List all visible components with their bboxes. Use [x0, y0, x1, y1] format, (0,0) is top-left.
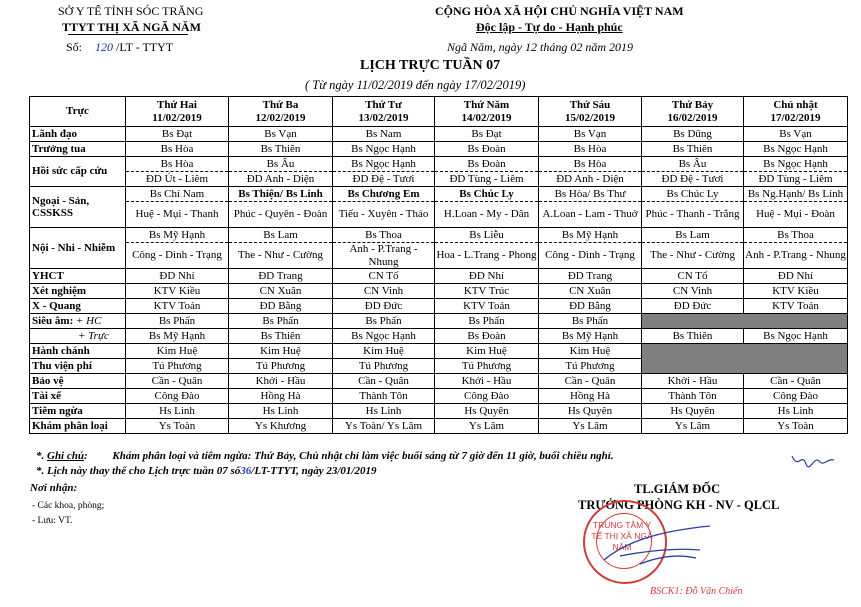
table-row [30, 329, 848, 344]
table-cell: CN Tố [642, 269, 744, 284]
table-cell: A.Loan - Lam - Thuở [539, 202, 642, 228]
note-2: *. Lịch này thay thế cho Lịch trực tuần 07 số36/LT-TTYT, ngày 23/01/2019 [36, 465, 377, 477]
table-cell: Bs Đoàn [435, 329, 539, 344]
table-cell: CN Xuân [539, 284, 642, 299]
table-cell: Công Đào [435, 389, 539, 404]
day-header: Thứ Tư 13/02/2019 [333, 97, 435, 127]
table-cell: ĐD Trang [229, 269, 333, 284]
table-cell: Bs Thiên [642, 142, 744, 157]
table-row [30, 187, 848, 202]
table-cell: KTV Toản [744, 299, 848, 314]
corner-cell: Trực [30, 97, 126, 127]
shaded-cell [642, 314, 848, 329]
signature-department: TRƯỞNG PHÒNG KH - NV - QLCL [578, 498, 780, 512]
table-cell: CN Vinh [642, 284, 744, 299]
table-cell: Bs Thiên [229, 329, 333, 344]
row-label: Nội - Nhi - Nhiễm [30, 228, 126, 269]
table-cell: Hs Quyên [642, 404, 744, 419]
table-row [30, 202, 848, 228]
table-row [30, 374, 848, 389]
table-cell: The - Như - Cường [229, 243, 333, 269]
org-line1: SỞ Y TẾ TỈNH SÓC TRĂNG [58, 4, 204, 18]
table-cell: Cần - Quân [744, 374, 848, 389]
table-cell: CN Vinh [333, 284, 435, 299]
place-date: Ngã Năm, ngày 12 tháng 02 năm 2019 [447, 40, 633, 54]
row-label: Tài xế [30, 389, 126, 404]
table-cell: ĐD Út - Liêm [126, 172, 229, 187]
table-cell: Bs Liễu [435, 228, 539, 243]
table-cell: Bs Thiện/ Bs Linh [229, 187, 333, 202]
table-row [30, 344, 848, 359]
table-cell: Bs Hòa [539, 157, 642, 172]
table-cell: Bs Phấn [126, 314, 229, 329]
table-row [30, 284, 848, 299]
table-cell: Tú Phương [229, 359, 333, 374]
shaded-cell [642, 344, 848, 374]
table-row [30, 172, 848, 187]
table-cell: ĐD Nhí [744, 269, 848, 284]
table-cell: Bs Ng.Hạnh/ Bs Linh [744, 187, 848, 202]
table-cell: Bs Phấn [435, 314, 539, 329]
table-row [30, 404, 848, 419]
table-cell: Kim Huệ [126, 344, 229, 359]
table-row [30, 419, 848, 434]
table-cell: ĐD Anh - Diện [229, 172, 333, 187]
table-cell: Tú Phương [435, 359, 539, 374]
table-cell: CN Tố [333, 269, 435, 284]
table-cell: Hs Quyên [539, 404, 642, 419]
duty-schedule-table [29, 96, 848, 434]
table-cell: Bs Hòa [126, 157, 229, 172]
table-cell: Bs Ngọc Hạnh [333, 142, 435, 157]
table-cell: Bs Mỹ Hạnh [126, 228, 229, 243]
table-cell: Bs Phấn [229, 314, 333, 329]
table-cell: KTV Kiều [126, 284, 229, 299]
table-cell: Bs Hòa [539, 142, 642, 157]
row-label: + Trực [30, 329, 126, 344]
table-cell: Huệ - Mụi - Đoàn [744, 202, 848, 228]
table-cell: Bs Mỹ Hạnh [539, 329, 642, 344]
table-cell: Hs Linh [126, 404, 229, 419]
table-cell: Phúc - Quyên - Đoàn [229, 202, 333, 228]
table-cell: ĐD Tùng - Liêm [744, 172, 848, 187]
recipient-1: - Các khoa, phòng; [32, 501, 105, 511]
schedule-subtitle: ( Từ ngày 11/02/2019 đến ngày 17/02/2019) [305, 78, 526, 92]
table-cell: H.Loan - My - Dân [435, 202, 539, 228]
initial-signature-icon [790, 450, 836, 472]
table-cell: Anh - P.Trang - Nhung [744, 243, 848, 269]
row-label: Hành chánh [30, 344, 126, 359]
table-cell: Bs Chương Em [333, 187, 435, 202]
table-row [30, 389, 848, 404]
table-cell: Khởi - Hầu [642, 374, 744, 389]
table-cell: Bs Đạt [435, 127, 539, 142]
table-cell: The - Như - Cường [642, 243, 744, 269]
table-cell: Cần - Quân [333, 374, 435, 389]
table-cell: Khởi - Hầu [435, 374, 539, 389]
table-cell: Bs Thiên [229, 142, 333, 157]
header-row [30, 97, 848, 127]
table-cell: Bs Ngọc Hạnh [744, 142, 848, 157]
table-row [30, 314, 848, 329]
table-cell: ĐD Tùng - Liêm [435, 172, 539, 187]
day-header: Thứ Hai 11/02/2019 [126, 97, 229, 127]
table-cell: ĐD Nhí [126, 269, 229, 284]
table-cell: Bs Nam [333, 127, 435, 142]
table-cell: Tú Phương [333, 359, 435, 374]
table-cell: ĐD Đệ - Tươi [642, 172, 744, 187]
table-cell: Bs Mỹ Hạnh [539, 228, 642, 243]
schedule-title: LỊCH TRỰC TUẦN 07 [360, 58, 501, 73]
table-cell: Ys Toàn [744, 419, 848, 434]
table-cell: Ys Khương [229, 419, 333, 434]
table-row [30, 142, 848, 157]
table-cell: Bs Âu [642, 157, 744, 172]
table-cell: Bs Lam [229, 228, 333, 243]
table-cell: Ys Lâm [435, 419, 539, 434]
day-header: Thứ Bảy 16/02/2019 [642, 97, 744, 127]
table-cell: Ys Lâm [642, 419, 744, 434]
table-cell: CN Xuân [229, 284, 333, 299]
table-cell: Hồng Hà [229, 389, 333, 404]
table-cell: Anh - P.Trang - Nhung [333, 243, 435, 269]
org-underline [68, 34, 188, 35]
table-cell: Bs Hòa/ Bs Thư [539, 187, 642, 202]
table-cell: Hồng Hà [539, 389, 642, 404]
table-cell: Thành Tôn [642, 389, 744, 404]
table-cell: Bs Đạt [126, 127, 229, 142]
table-row [30, 228, 848, 243]
recipients-label: Nơi nhận: [30, 482, 78, 494]
table-cell: Công - Dình - Trạng [126, 243, 229, 269]
day-header: Thứ Năm 14/02/2019 [435, 97, 539, 127]
table-cell: KTV Toản [435, 299, 539, 314]
row-label: Bảo vệ [30, 374, 126, 389]
table-cell: Bs Chí Nam [126, 187, 229, 202]
table-cell: ĐD Đức [642, 299, 744, 314]
row-label: Ngoại - Sản, CSSKSS [30, 187, 126, 228]
table-cell: Công Đào [126, 389, 229, 404]
table-cell: Kim Huệ [229, 344, 333, 359]
handwritten-number: 120 [95, 40, 114, 54]
row-label: Xét nghiệm [30, 284, 126, 299]
table-cell: Bs Lam [642, 228, 744, 243]
table-row [30, 157, 848, 172]
table-cell: Cần - Quân [539, 374, 642, 389]
table-cell: Bs Thiên [642, 329, 744, 344]
table-cell: Bs Ngọc Hạnh [333, 329, 435, 344]
table-cell: Ys Lâm [539, 419, 642, 434]
table-cell: Ys Toàn/ Ys Lâm [333, 419, 435, 434]
row-label: X - Quang [30, 299, 126, 314]
table-cell: Bs Vạn [229, 127, 333, 142]
table-cell: Hs Linh [229, 404, 333, 419]
table-cell: Bs Chúc Ly [642, 187, 744, 202]
table-cell: Kim Huệ [539, 344, 642, 359]
table-cell: Bs Ngọc Hạnh [744, 157, 848, 172]
table-cell: Bs Dũng [642, 127, 744, 142]
table-cell: ĐD Bằng [539, 299, 642, 314]
org-line2: TTYT THỊ XÃ NGÃ NĂM [62, 20, 201, 34]
document-number: Số: 120 /LT - TTYT [66, 40, 174, 54]
table-cell: Công Đào [744, 389, 848, 404]
table-cell: KTV Trúc [435, 284, 539, 299]
table-cell: Huệ - Mụi - Thanh [126, 202, 229, 228]
table-cell: ĐD Đức [333, 299, 435, 314]
table-cell: ĐD Bằng [229, 299, 333, 314]
table-row [30, 299, 848, 314]
table-cell: Ys Toàn [126, 419, 229, 434]
table-cell: ĐD Anh - Diện [539, 172, 642, 187]
country-name: CỘNG HÒA XÃ HỘI CHỦ NGHĨA VIỆT NAM [435, 4, 684, 18]
row-label: Hồi sức cấp cứu [30, 157, 126, 187]
row-label: Thu viện phí [30, 359, 126, 374]
table-cell: Tú Phương [126, 359, 229, 374]
table-cell: KTV Kiều [744, 284, 848, 299]
table-cell: Bs Đoàn [435, 142, 539, 157]
table-cell: Khởi - Hầu [229, 374, 333, 389]
row-label: Khám phân loại [30, 419, 126, 434]
table-cell: Bs Phấn [333, 314, 435, 329]
table-cell: Bs Vạn [539, 127, 642, 142]
table-cell: ĐD Đệ - Tươi [333, 172, 435, 187]
seal-text: TRUNG TÂM Y TẾ THỊ XÃ NGÃ NĂM [591, 520, 653, 552]
table-cell: Bs Phấn [539, 314, 642, 329]
table-cell: Bs Ngọc Hạnh [333, 157, 435, 172]
table-cell: Công - Dình - Trạng [539, 243, 642, 269]
table-cell: Cần - Quân [126, 374, 229, 389]
table-cell: Hs Linh [744, 404, 848, 419]
row-label: Tiêm ngừa [30, 404, 126, 419]
row-label: Trưởng tua [30, 142, 126, 157]
table-cell: Bs Mỹ Hạnh [126, 329, 229, 344]
day-header: Chủ nhật 17/02/2019 [744, 97, 848, 127]
table-cell: Phúc - Thanh - Trắng [642, 202, 744, 228]
table-cell: Hoa - L.Trang - Phong [435, 243, 539, 269]
table-cell: Hs Linh [333, 404, 435, 419]
table-cell: Bs Thoa [333, 228, 435, 243]
signer-name: BSCK1: Đỗ Văn Chiến [650, 586, 743, 597]
table-cell: Hs Quyên [435, 404, 539, 419]
table-row [30, 269, 848, 284]
day-header: Thứ Sáu 15/02/2019 [539, 97, 642, 127]
table-cell: ĐD Trang [539, 269, 642, 284]
table-cell: Kim Huệ [435, 344, 539, 359]
table-cell: Tú Phương [539, 359, 642, 374]
motto: Độc lập - Tự do - Hạnh phúc [476, 20, 623, 34]
table-cell: Bs Đoàn [435, 157, 539, 172]
row-label: YHCT [30, 269, 126, 284]
table-cell: Bs Chúc Ly [435, 187, 539, 202]
table-row [30, 243, 848, 269]
recipient-2: - Lưu: VT. [32, 516, 73, 526]
table-cell: ĐD Nhí [435, 269, 539, 284]
table-cell: Bs Hòa [126, 142, 229, 157]
table-cell: Bs Ngọc Hạnh [744, 329, 848, 344]
table-row [30, 127, 848, 142]
table-cell: Thành Tôn [333, 389, 435, 404]
table-cell: Bs Vạn [744, 127, 848, 142]
note-1: *. Ghi chú: Khám phân loại và tiêm ngừa: Thứ Bảy, Chủ nhật chỉ làm việc buổi sáng từ 7 giờ đến 11 giờ, buổi chiều nghỉ. [36, 450, 614, 462]
table-cell: Tiếu - Xuyên - Thảo [333, 202, 435, 228]
table-cell: Bs Âu [229, 157, 333, 172]
table-cell: Kim Huệ [333, 344, 435, 359]
table-cell: KTV Toản [126, 299, 229, 314]
handwritten-signature-icon [600, 520, 720, 570]
signature-title: TL.GIÁM ĐỐC [634, 482, 721, 496]
table-cell: Bs Thoa [744, 228, 848, 243]
day-header: Thứ Ba 12/02/2019 [229, 97, 333, 127]
row-label: Siêu âm: + HC [30, 314, 126, 329]
row-label: Lãnh đạo [30, 127, 126, 142]
